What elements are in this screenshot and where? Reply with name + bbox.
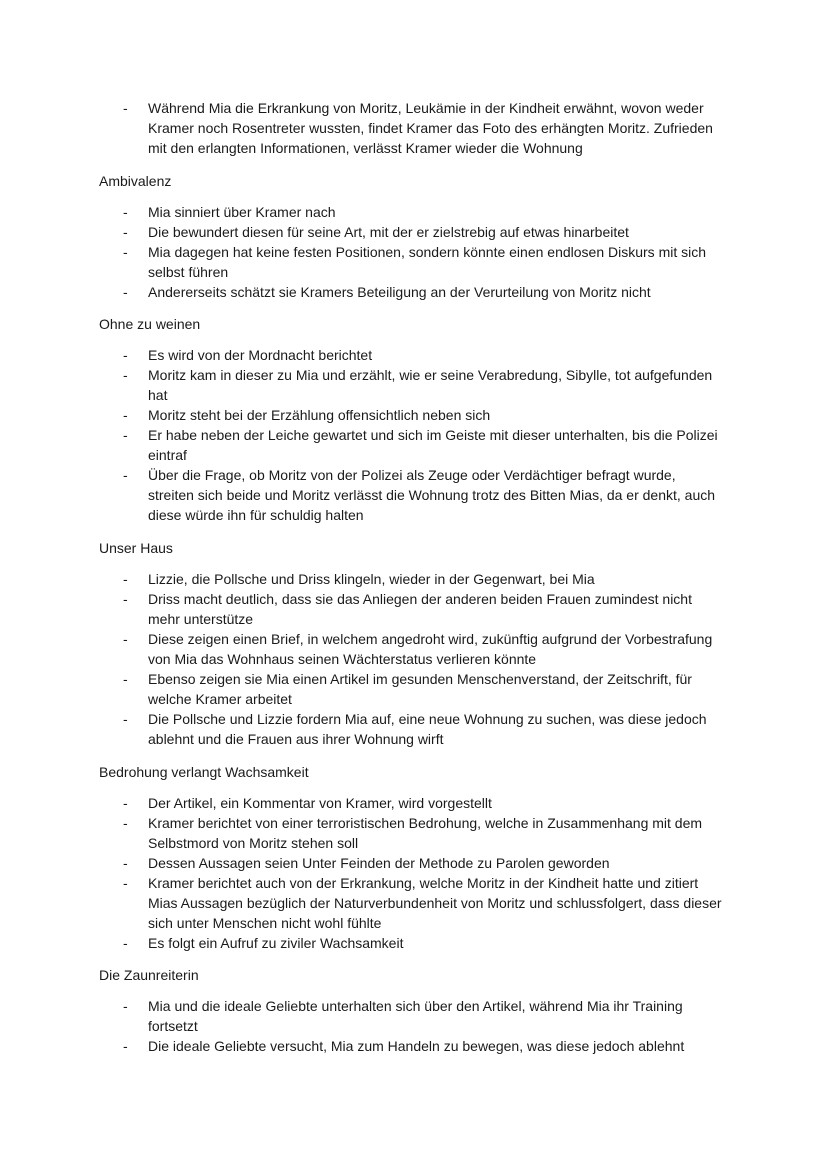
bullet-list bbox=[0, 569, 828, 749]
section-heading: Ohne zu weinen bbox=[99, 316, 201, 332]
list-item: - Mia sinniert über Kramer nach bbox=[123, 204, 336, 220]
bullet-list bbox=[0, 98, 828, 158]
list-item: - Moritz steht bei der Erzählung offensichtlich neben sich bbox=[123, 407, 491, 423]
bullet-dash: - bbox=[123, 631, 128, 647]
bullet-dash: - bbox=[123, 1038, 128, 1054]
bullet-dash: - bbox=[123, 427, 128, 443]
list-item: - Die bewundert diesen für seine Art, mit der er zielstrebig auf etwas hinarbeitet bbox=[123, 224, 629, 240]
list-item: - Kramer berichtet auch von der Erkrankung, welche Moritz in der Kindheit hatte und zitiert Mias Aussagen bezüglich der Naturverbundenheit von Moritz und schlussfolgert, dass dieser sich unter Menschen nicht wohl fühlte bbox=[123, 875, 722, 931]
bullet-dash: - bbox=[123, 571, 128, 587]
section-heading: Unser Haus bbox=[99, 540, 173, 556]
list-item: - Moritz kam in dieser zu Mia und erzählt, wie er seine Verabredung, Sibylle, tot aufgefunden hat bbox=[123, 367, 713, 403]
bullet-dash: - bbox=[123, 711, 128, 727]
list-item: - Ebenso zeigen sie Mia einen Artikel im gesunden Menschenverstand, der Zeitschrift, für welche Kramer arbeitet bbox=[123, 671, 692, 707]
list-item: - Driss macht deutlich, dass sie das Anliegen der anderen beiden Frauen zumindest nicht mehr unterstütze bbox=[123, 591, 692, 627]
bullet-dash: - bbox=[123, 100, 128, 116]
list-item: - Dessen Aussagen seien Unter Feinden der Methode zu Parolen geworden bbox=[123, 855, 610, 871]
bullet-dash: - bbox=[123, 815, 128, 831]
list-item: - Lizzie, die Pollsche und Driss klingeln, wieder in der Gegenwart, bei Mia bbox=[123, 571, 595, 587]
bullet-dash: - bbox=[123, 671, 128, 687]
list-item: - Er habe neben der Leiche gewartet und sich im Geiste mit dieser unterhalten, bis die Polizei eintraf bbox=[123, 427, 718, 463]
section-heading: Bedrohung verlangt Wachsamkeit bbox=[99, 764, 309, 780]
list-item: - Über die Frage, ob Moritz von der Polizei als Zeuge oder Verdächtiger befragt wurde, streiten sich beide und Moritz verlässt die Wohnung trotz des Bitten Mias, da er denkt, auch diese würde ihn für schuldig halten bbox=[123, 467, 716, 523]
bullet-dash: - bbox=[123, 244, 128, 260]
section-heading: Ambivalenz bbox=[99, 173, 172, 189]
list-item: - Der Artikel, ein Kommentar von Kramer, wird vorgestellt bbox=[123, 795, 492, 811]
list-item: - Während Mia die Erkrankung von Moritz, Leukämie in der Kindheit erwähnt, wovon weder Kramer noch Rosentreter wussten, findet Kramer das Foto des erhängten Moritz. Zufrieden mit den erlangten Informationen, verlässt Kramer wieder die Wohnung bbox=[123, 100, 713, 156]
bullet-dash: - bbox=[123, 407, 128, 423]
bullet-dash: - bbox=[123, 855, 128, 871]
list-item: - Mia und die ideale Geliebte unterhalten sich über den Artikel, während Mia ihr Training fortsetzt bbox=[123, 998, 683, 1034]
list-item: - Kramer berichtet von einer terroristischen Bedrohung, welche in Zusammenhang mit dem Selbstmord von Moritz stehen soll bbox=[123, 815, 703, 851]
bullet-dash: - bbox=[123, 284, 128, 300]
bullet-list bbox=[0, 345, 828, 525]
bullet-dash: - bbox=[123, 935, 128, 951]
bullet-list bbox=[0, 202, 828, 302]
list-item: - Die ideale Geliebte versucht, Mia zum Handeln zu bewegen, was diese jedoch ablehnt bbox=[123, 1038, 685, 1054]
bullet-dash: - bbox=[123, 467, 128, 483]
bullet-dash: - bbox=[123, 998, 128, 1014]
bullet-dash: - bbox=[123, 875, 128, 891]
bullet-dash: - bbox=[123, 224, 128, 240]
list-item: - Diese zeigen einen Brief, in welchem angedroht wird, zukünftig aufgrund der Vorbestrafung von Mia das Wohnhaus seinen Wächterstatus verlieren könnte bbox=[123, 631, 713, 667]
list-item: - Mia dagegen hat keine festen Positionen, sondern könnte einen endlosen Diskurs mit sich selbst führen bbox=[123, 244, 707, 280]
list-item: - Es wird von der Mordnacht berichtet bbox=[123, 347, 373, 363]
bullet-list bbox=[0, 793, 828, 953]
list-item: - Es folgt ein Aufruf zu ziviler Wachsamkeit bbox=[123, 935, 404, 951]
list-item: - Andererseits schätzt sie Kramers Beteiligung an der Verurteilung von Moritz nicht bbox=[123, 284, 651, 300]
bullet-dash: - bbox=[123, 591, 128, 607]
bullet-dash: - bbox=[123, 795, 128, 811]
list-item: - Die Pollsche und Lizzie fordern Mia auf, eine neue Wohnung zu suchen, was diese jedoch ablehnt und die Frauen aus ihrer Wohnung wirft bbox=[123, 711, 707, 747]
bullet-dash: - bbox=[123, 367, 128, 383]
bullet-dash: - bbox=[123, 347, 128, 363]
section-heading: Die Zaunreiterin bbox=[99, 967, 199, 983]
bullet-list bbox=[0, 996, 828, 1056]
bullet-dash: - bbox=[123, 204, 128, 220]
